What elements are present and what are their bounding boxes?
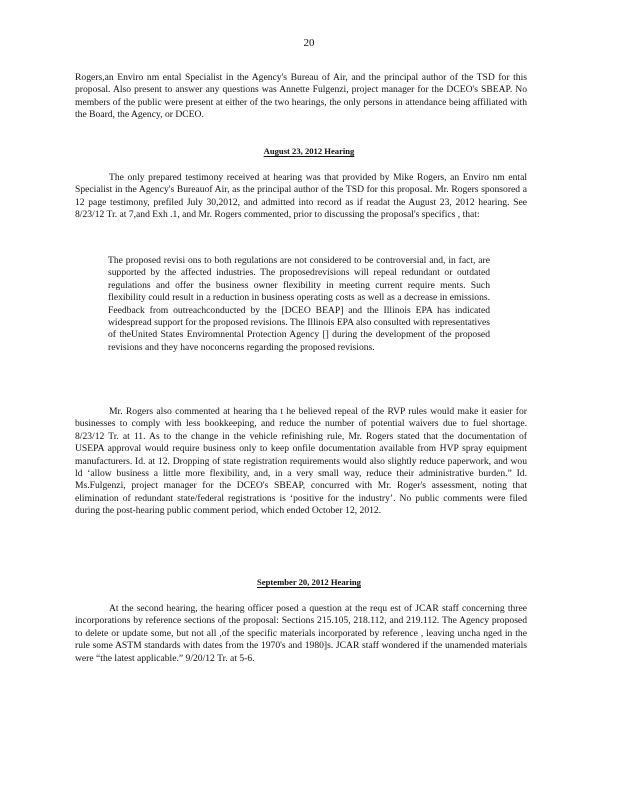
paragraph-text: The only prepared testimony received at hearing was that provided by Mike Rogers, an Enviro nm ental Specialist in the Agency's Bureauof Air, as the principal author of the TSD for this proposal. Mr. Rogers sponsored a 12 page testimony, prefiled July 30,2012, and admitted into record as if readat the August 23, 2012 hearing. See 8/23/12 Tr. at 7,and Exh .1, and Mr. Rogers commented, prior to discussing the proposal's specifics , that: <box>75 172 527 221</box>
paragraph-testimony <box>75 172 527 222</box>
paragraph-second-hearing <box>75 603 527 665</box>
section-heading-august <box>0 145 618 157</box>
section-heading-september <box>0 576 618 588</box>
page-number: 20 <box>303 37 315 49</box>
paragraph-attendees <box>75 72 527 122</box>
paragraph-text: Rogers,an Enviro nm ental Specialist in the Agency's Bureau of Air, and the principal author of the TSD for this proposal. Also present to answer any questions was Annette Fulgenzi, project manager for the DCEO's SBEAP. No members of the public were present at either of the two hearings, the only persons in attendance being affiliated with the Board, the Agency, or DCEO. <box>75 72 527 121</box>
heading-text: August 23, 2012 Hearing <box>263 146 355 156</box>
block-quote <box>108 255 490 354</box>
heading-text: September 20, 2012 Hearing <box>257 577 361 587</box>
paragraph-text: At the second hearing, the hearing officer posed a question at the requ est of JCAR staff concerning three incorporations by reference sections of the proposal: Sections 215.105, 218.112, and 219.112. The Agency proposed to delete or update some, but not all ,of the specific materials incorporated by reference , leaving uncha nged in the rule some ASTM standards with dates from the 1970's and 1980]s. JCAR staff wondered if the unamended materials were “the latest applicable.” 9/20/12 Tr. at 5-6. <box>75 603 527 664</box>
paragraph-text: Mr. Rogers also commented at hearing tha t he believed repeal of the RVP rules would make it easier for businesses to comply with less bookkeeping, and reduce the number of potential waivers due to fuel shortage. 8/23/12 Tr. at 11. As to the change in the vehicle refinishing rule, Mr. Rogers stated that the documentation of USEPA approval would require business only to keep onfile documentation available from HVP spray equipment manufacturers. Id. at 12. Dropping of state registration requirements would also slightly reduce paperwork, and wou ld ‘allow business a little more flexibility, and, in a very small way, reduce their administrative burden.” Id. Ms.Fulgenzi, project manager for the DCEO's SBEAP, concurred with Mr. Roger's assessment, noting that elimination of redundant state/federal registrations is ‘positive for the industry’. No public comments were filed during the post-hearing public comment period, which ended October 12, 2012. <box>75 406 527 517</box>
quote-text: The proposed revisi ons to both regulations are not considered to be controversial and, in fact, are supported by the affected industries. The proposedrevisions will repeal redundant or outdated regulations and offer the business owner flexibility in meeting current require ments. Such flexibility could result in a reduction in business operating costs as well as a decrease in emissions. Feedback from outreachconducted by the [DCEO BEAP] and the Illinois EPA has indicated widespread support for the proposed revisions. The Illinois EPA also consulted with representatives of theUnited States Enviromnental Protection Agency [] during the development of the proposed revisions and they have noconcerns regarding the proposed revisions. <box>108 255 490 353</box>
paragraph-rogers-comments <box>75 406 527 518</box>
